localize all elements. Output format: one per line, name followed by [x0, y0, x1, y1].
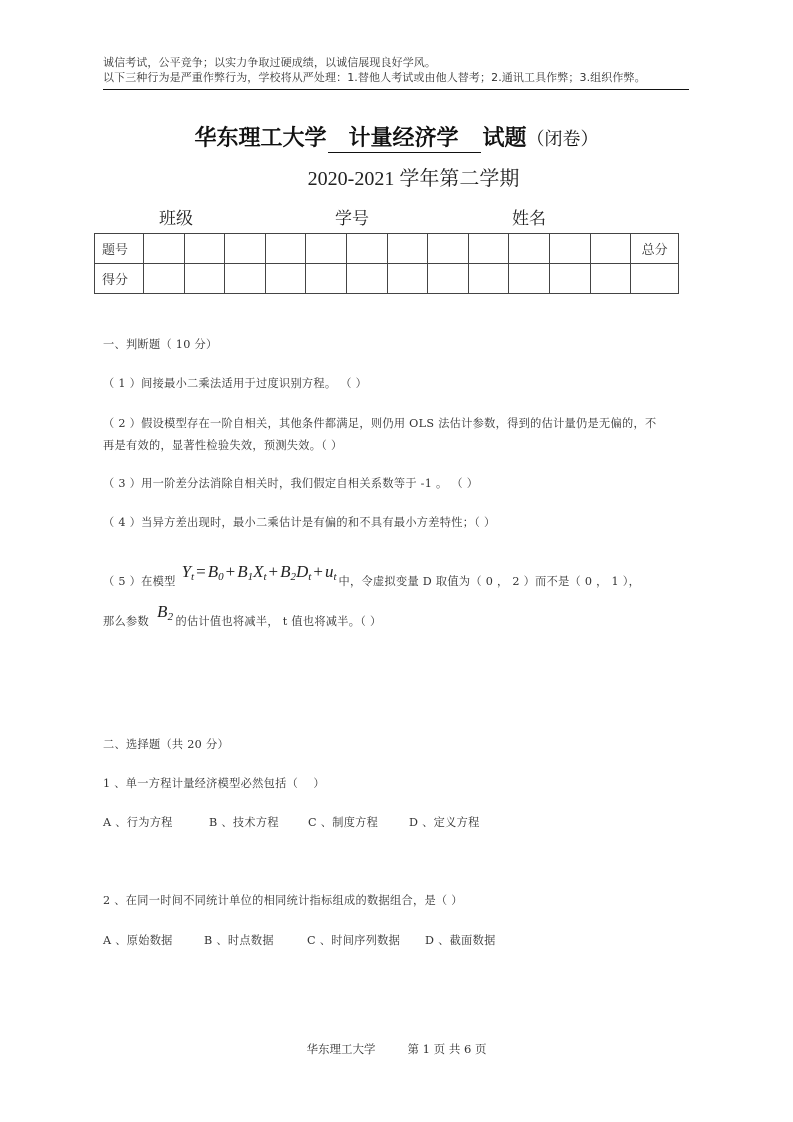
exam-term: 2020-2021 学年第二学期	[307, 168, 520, 190]
student-id-label: 学号	[335, 209, 369, 229]
question-cell	[590, 234, 631, 264]
tf-question-5-line-1	[103, 562, 693, 595]
student-name-label: 姓名	[512, 209, 546, 229]
option-d: D 、定义方程	[409, 816, 480, 829]
question-cell	[184, 234, 225, 264]
parameter-b2: $B_2$	[156, 602, 174, 623]
question-cell	[346, 234, 387, 264]
option-c: C 、时间序列数据	[307, 934, 401, 947]
question-cell	[144, 234, 185, 264]
option-a: A 、行为方程	[103, 816, 173, 829]
question-number-label: 题号	[95, 234, 144, 264]
score-cell	[144, 264, 185, 294]
notice-line-2: 以下三种行为是严重作弊行为，学校将从严处理：1.替他人考试或由他人替考；2.通讯工具作弊；3.组织作弊。	[103, 71, 646, 84]
tf-question-1: （ 1 ）间接最小二乘法适用于过度识别方程。 （ ）	[103, 377, 368, 390]
option-a: A 、原始数据	[103, 934, 173, 947]
question-cell	[387, 234, 428, 264]
question-cell	[306, 234, 347, 264]
score-cell	[549, 264, 590, 294]
tf-question-5-line-2	[103, 602, 693, 635]
question-cell	[509, 234, 550, 264]
subject-name: 计量经济学	[328, 126, 480, 153]
exam-title	[0, 124, 793, 155]
question-number-row	[95, 234, 679, 264]
score-cell	[387, 264, 428, 294]
page-footer	[0, 1040, 793, 1058]
mc-question-2-options	[103, 931, 693, 951]
mc-question-2: 2 、在同一时间不同统计单位的相同统计指标组成的数据组合，是（ ）	[103, 894, 463, 907]
tf-question-5-prefix: （ 5 ）在模型	[103, 575, 176, 588]
score-cell	[265, 264, 306, 294]
score-cell	[468, 264, 509, 294]
class-label: 班级	[159, 209, 193, 229]
footer-university: 华东理工大学	[306, 1042, 376, 1056]
exam-label: 试题	[482, 126, 527, 151]
mc-question-1-options	[103, 813, 693, 833]
tf-question-2-line-2: 再是有效的，显著性检验失效，预测失效。（ ）	[103, 439, 343, 452]
section-2-heading: 二、选择题（共 20 分）	[103, 738, 229, 751]
question-cell	[428, 234, 469, 264]
score-cell	[590, 264, 631, 294]
integrity-notice	[103, 55, 689, 90]
university-name: 华东理工大学	[194, 126, 327, 151]
score-table	[94, 233, 679, 294]
tf-question-2-line-1: （ 2 ）假设模型存在一阶自相关，其他条件都满足，则仍用 OLS 法估计参数，得到的估计量仍是无偏的，不	[103, 417, 657, 430]
notice-line-1: 诚信考试，公平竞争；以实力争取过硬成绩，以诚信展现良好学风。	[103, 56, 436, 69]
page-number: 第 1 页 共 6 页	[407, 1042, 487, 1056]
tf-question-5-line2-suffix: 的估计值也将减半， t 值也将减半。（ ）	[175, 615, 382, 628]
score-cell	[509, 264, 550, 294]
score-label: 得分	[95, 264, 144, 294]
section-1-heading: 一、判断题（ 10 分）	[103, 338, 218, 351]
score-cell	[346, 264, 387, 294]
tf-question-3: （ 3 ）用一阶差分法消除自相关时，我们假定自相关系数等于 -1 。 （ ）	[103, 477, 479, 490]
score-cell	[184, 264, 225, 294]
score-cell	[225, 264, 266, 294]
option-d: D 、截面数据	[425, 934, 496, 947]
question-cell	[549, 234, 590, 264]
total-score-cell	[631, 264, 679, 294]
question-cell	[468, 234, 509, 264]
option-c: C 、制度方程	[308, 816, 379, 829]
regression-formula: $Y_t = B_0 + B_1X_t + B_2D_t + u_t$	[181, 562, 337, 583]
tf-question-4: （ 4 ）当异方差出现时，最小二乘估计是有偏的和不具有最小方差特性；（ ）	[103, 516, 496, 529]
tf-question-5-suffix: 中，令虚拟变量 D 取值为（ 0 ， 2 ）而不是（ 0 ， 1 ），	[338, 575, 641, 588]
option-b: B 、时点数据	[204, 934, 274, 947]
option-b: B 、技术方程	[209, 816, 279, 829]
score-cell	[428, 264, 469, 294]
score-row	[95, 264, 679, 294]
total-label: 总分	[631, 234, 679, 264]
question-cell	[265, 234, 306, 264]
mc-question-1: 1 、单一方程计量经济模型必然包括（ ）	[103, 777, 325, 790]
score-cell	[306, 264, 347, 294]
question-cell	[225, 234, 266, 264]
tf-question-5-line2-prefix: 那么参数	[103, 615, 149, 628]
exam-type: （闭卷）	[526, 129, 599, 150]
tf-question-2	[103, 414, 693, 456]
